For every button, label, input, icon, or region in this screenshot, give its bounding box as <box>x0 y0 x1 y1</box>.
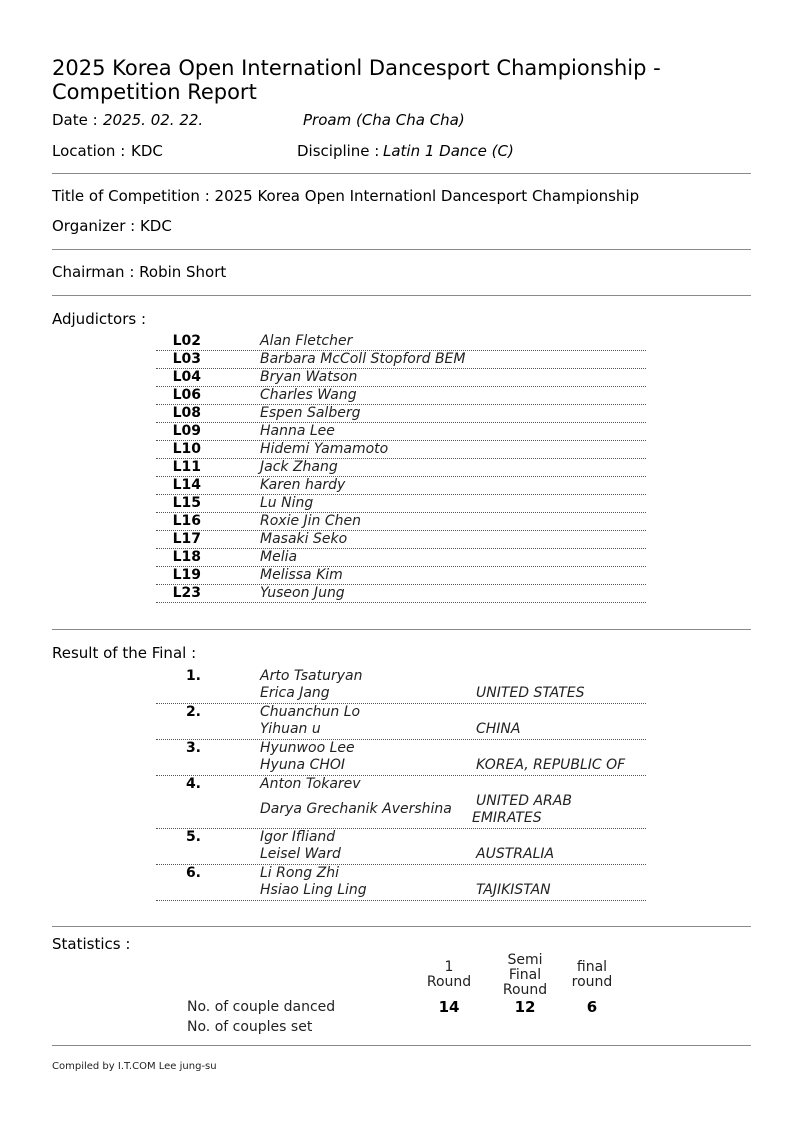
result-country: AUSTRALIA <box>476 846 555 862</box>
result-follower: Hyuna CHOI <box>260 757 346 773</box>
organizer: Organizer : KDC <box>52 217 172 235</box>
adjudicator-row <box>156 585 646 603</box>
divider <box>52 249 751 250</box>
result-follower: Yihuan u <box>260 721 321 737</box>
adjudicator-row <box>156 495 646 513</box>
location-value: KDC <box>131 142 163 160</box>
stat-col-line: Final <box>508 967 542 983</box>
result-leader: Igor Ifliand <box>260 829 336 845</box>
adjudicator-name: Jack Zhang <box>260 459 338 475</box>
adjudicator-row <box>156 513 646 531</box>
result-entry <box>156 740 646 776</box>
result-entry <box>156 829 646 865</box>
result-leader: Anton Tokarev <box>260 776 361 792</box>
result-leader: Arto Tsaturyan <box>260 668 363 684</box>
stat-col-final <box>562 960 622 990</box>
discipline-value: Latin 1 Dance (C) <box>383 142 514 160</box>
adjudicator-code: L09 <box>172 423 201 439</box>
date-value: 2025. 02. 22. <box>103 111 204 129</box>
stat-col-line: round <box>571 974 613 990</box>
stat-row-label: No. of couple danced <box>187 999 336 1015</box>
divider <box>52 295 751 296</box>
result-leader: Li Rong Zhi <box>260 865 339 881</box>
competition-title: Title of Competition : 2025 Korea Open Internationl Dancesport Championship <box>52 187 640 205</box>
adjudicator-code: L02 <box>172 333 201 349</box>
adjudicator-row <box>156 351 646 369</box>
adjudicator-code: L14 <box>172 477 201 493</box>
result-rank: 5. <box>185 829 201 845</box>
stat-col-line: final <box>576 959 608 975</box>
result-entry <box>156 704 646 740</box>
result-country-line2: EMIRATES <box>472 810 542 826</box>
adjudicator-row <box>156 333 646 351</box>
adjudicator-name: Masaki Seko <box>260 531 348 547</box>
stat-col-round1 <box>419 960 479 990</box>
adjudicator-name: Espen Salberg <box>260 405 361 421</box>
result-entry <box>156 865 646 901</box>
footer-credit: Compiled by I.T.COM Lee jung-su <box>52 1061 217 1072</box>
stat-col-line: Round <box>426 974 472 990</box>
adjudicator-row <box>156 567 646 585</box>
result-entry <box>156 668 646 704</box>
adjudicator-row <box>156 387 646 405</box>
divider <box>52 629 751 630</box>
adjudicator-row <box>156 549 646 567</box>
date-label: Date : <box>52 111 98 129</box>
result-leader: Chuanchun Lo <box>260 704 361 720</box>
divider <box>52 926 751 927</box>
stat-col-line: Semi <box>507 952 543 968</box>
adjudicator-row <box>156 405 646 423</box>
adjudicator-name: Yuseon Jung <box>260 585 345 601</box>
adjudicator-name: Barbara McColl Stopford BEM <box>260 351 466 367</box>
adjudicator-row <box>156 459 646 477</box>
stat-col-semifinal <box>495 953 555 998</box>
chairman: Chairman : Robin Short <box>52 263 227 281</box>
result-country-line1: UNITED ARAB <box>476 793 572 809</box>
adjudicator-row <box>156 531 646 549</box>
adjudicator-code: L11 <box>172 459 201 475</box>
adjudicator-code: L17 <box>172 531 201 547</box>
adjudicator-name: Melia <box>260 549 298 565</box>
adjudicator-code: L03 <box>172 351 201 367</box>
result-rank: 6. <box>185 865 201 881</box>
result-rank: 2. <box>185 704 201 720</box>
discipline-label: Discipline : <box>297 142 380 160</box>
adjudicator-name: Charles Wang <box>260 387 357 403</box>
result-follower: Leisel Ward <box>260 846 341 862</box>
adjudicator-row <box>156 423 646 441</box>
result-country: UNITED STATES <box>476 685 585 701</box>
adjudicator-name: Melissa Kim <box>260 567 343 583</box>
statistics-heading: Statistics : <box>52 935 131 953</box>
stat-value: 12 <box>514 998 536 1016</box>
stat-value: 14 <box>438 998 460 1016</box>
result-rank: 4. <box>185 776 201 792</box>
divider <box>52 173 751 174</box>
results-heading: Result of the Final : <box>52 644 197 662</box>
adjudicator-code: L06 <box>172 387 201 403</box>
adjudicators-heading: Adjudictors : <box>52 310 146 328</box>
result-rank: 3. <box>185 740 201 756</box>
adjudicator-name: Karen hardy <box>260 477 346 493</box>
result-leader: Hyunwoo Lee <box>260 740 355 756</box>
stat-col-line: 1 <box>444 959 454 975</box>
adjudicator-code: L15 <box>172 495 201 511</box>
result-follower: Darya Grechanik Avershina <box>260 801 452 817</box>
adjudicator-row <box>156 441 646 459</box>
result-country: TAJIKISTAN <box>476 882 551 898</box>
adjudicator-code: L08 <box>172 405 201 421</box>
report-title: 2025 Korea Open Internationl Dancesport Championship - Competition Report <box>52 56 661 104</box>
stat-col-line: Round <box>502 982 548 998</box>
divider <box>52 1045 751 1046</box>
adjudicator-code: L23 <box>172 585 201 601</box>
adjudicator-code: L18 <box>172 549 201 565</box>
event-name: Proam (Cha Cha Cha) <box>303 111 465 129</box>
adjudicator-row <box>156 369 646 387</box>
stat-row-label: No. of couples set <box>187 1019 313 1035</box>
adjudicator-code: L19 <box>172 567 201 583</box>
adjudicator-name: Bryan Watson <box>260 369 358 385</box>
adjudicator-name: Alan Fletcher <box>260 333 353 349</box>
result-rank: 1. <box>185 668 201 684</box>
adjudicator-name: Roxie Jin Chen <box>260 513 362 529</box>
adjudicator-name: Hanna Lee <box>260 423 335 439</box>
adjudicator-code: L10 <box>172 441 201 457</box>
result-country: KOREA, REPUBLIC OF <box>476 757 626 773</box>
result-entry <box>156 776 646 829</box>
result-country: CHINA <box>476 721 521 737</box>
result-follower: Hsiao Ling Ling <box>260 882 367 898</box>
adjudicator-code: L16 <box>172 513 201 529</box>
location-label: Location : <box>52 142 126 160</box>
adjudicator-name: Lu Ning <box>260 495 314 511</box>
adjudicator-name: Hidemi Yamamoto <box>260 441 389 457</box>
result-follower: Erica Jang <box>260 685 330 701</box>
adjudicator-code: L04 <box>172 369 201 385</box>
stat-value: 6 <box>586 998 598 1016</box>
adjudicator-row <box>156 477 646 495</box>
